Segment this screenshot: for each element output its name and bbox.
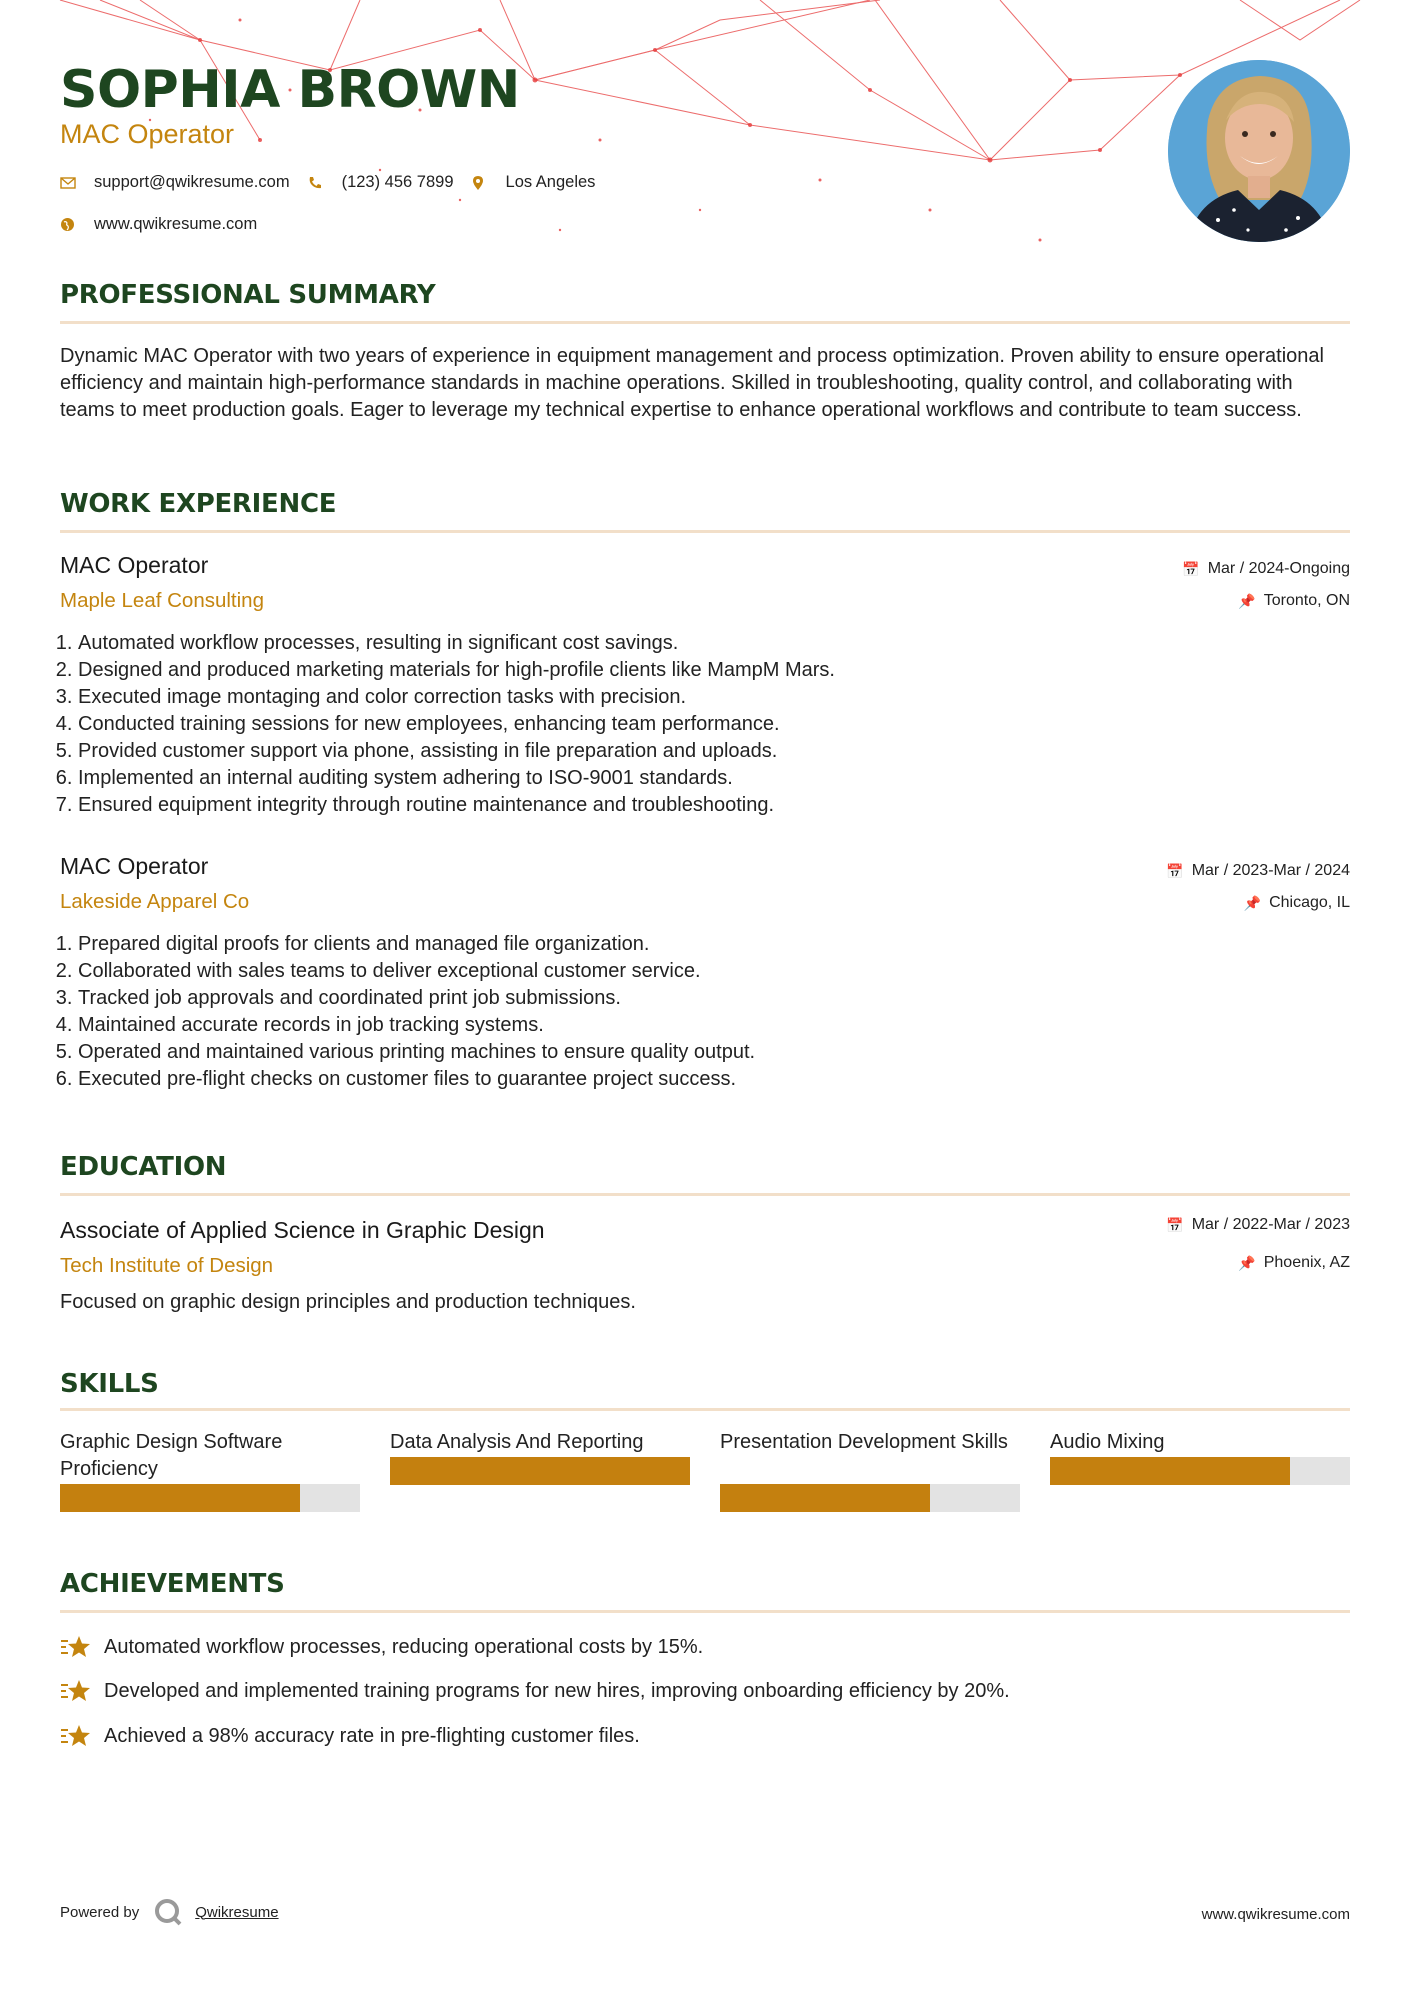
skill-name: Presentation Development Skills [720,1431,1008,1453]
achievement-item [60,1633,703,1661]
degree-title: Associate of Applied Science in Graphic Design [60,1217,545,1243]
job-location [1244,894,1350,912]
skill-level-fill [1050,1457,1290,1485]
education-location [1238,1254,1350,1272]
section-divider [60,1610,1350,1613]
job-bullet-list [55,630,835,819]
star-achievement-icon [60,1633,92,1661]
qwikresume-logo-icon [153,1897,183,1927]
map-pin-icon [472,175,492,191]
envelope-icon [60,176,80,190]
list-item: 2. Designed and produced marketing materials for high-profile clients like MampM Mars. [78,657,835,684]
list-item: 7. Ensured equipment integrity through routine maintenance and troubleshooting. [78,792,835,819]
list-item: 5. Operated and maintained various printing machines to ensure quality output. [78,1039,755,1066]
section-divider [60,1193,1350,1196]
qwikresume-link[interactable]: Qwikresume [195,1903,279,1921]
job-company: Maple Leaf Consulting [60,589,264,612]
skill-name: Data Analysis And Reporting [390,1431,644,1453]
education-location-text: Phoenix, AZ [1263,1254,1350,1271]
job-dates-text: Mar / 2023-Mar / 2024 [1191,862,1350,879]
achievement-text: Automated workflow processes, reducing operational costs by 15%. [104,1635,704,1658]
star-achievement-icon [60,1677,92,1705]
skill-item [720,1429,1020,1512]
list-item: 5. Provided customer support via phone, assisting in file preparation and uploads. [78,738,835,765]
skill-level-bar [390,1457,690,1485]
star-achievement-icon [60,1722,92,1750]
footer-powered-by [60,1897,279,1927]
list-item: 4. Conducted training sessions for new employees, enhancing team performance. [78,711,835,738]
job-bullet-list [55,931,755,1093]
powered-by-label: Powered by [60,1903,140,1921]
achievement-item [60,1677,1010,1705]
section-title-achievements: ACHIEVEMENTS [60,1569,285,1599]
education-dates [1166,1216,1350,1234]
profile-photo [1168,60,1350,242]
job-dates [1166,862,1350,880]
pushpin-icon: 📌 [1238,1254,1256,1271]
pushpin-icon: 📌 [1243,894,1262,911]
list-item: 1. Automated workflow processes, resulting in significant cost savings. [78,630,835,657]
website-link[interactable]: www.qwikresume.com [94,215,258,233]
job-dates-text: Mar / 2024-Ongoing [1207,560,1350,577]
list-item: 6. Implemented an internal auditing system adhering to ISO-9001 standards. [78,765,835,792]
contact-row-secondary [60,215,257,234]
skill-item [390,1429,690,1485]
skill-level-bar [720,1484,1020,1512]
section-title-skills: SKILLS [60,1369,159,1399]
section-divider [60,1408,1350,1411]
section-title-education: EDUCATION [60,1152,227,1182]
section-divider [60,530,1350,533]
job-location [1238,592,1350,610]
list-item: 6. Executed pre-flight checks on customer files to guarantee project success. [78,1066,755,1093]
skill-name: Audio Mixing [1050,1431,1165,1453]
phone-number[interactable]: (123) 456 7899 [341,173,454,191]
section-divider [60,321,1350,324]
calendar-icon: 📅 [1166,862,1184,879]
skill-level-fill [390,1457,690,1485]
school-name: Tech Institute of Design [60,1254,274,1277]
job-title: MAC Operator [60,552,209,578]
list-item: 4. Maintained accurate records in job tracking systems. [78,1012,755,1039]
skill-item [1050,1429,1350,1485]
achievement-text: Achieved a 98% accuracy rate in pre-flighting customer files. [104,1724,640,1747]
section-title-experience: WORK EXPERIENCE [60,489,337,519]
list-item: 1. Prepared digital proofs for clients and managed file organization. [78,931,755,958]
job-dates [1182,560,1350,578]
footer-website-link[interactable]: www.qwikresume.com [1201,1906,1350,1923]
list-item: 2. Collaborated with sales teams to deliver exceptional customer service. [78,958,755,985]
education-description: Focused on graphic design principles and production techniques. [60,1291,636,1313]
calendar-icon: 📅 [1182,560,1200,577]
phone-icon [308,176,328,190]
contact-row-primary [60,173,595,192]
skill-item [60,1429,360,1512]
job-title: MAC Operator [60,853,209,879]
job-location-text: Chicago, IL [1269,894,1350,911]
achievement-text: Developed and implemented training programs for new hires, improving onboarding efficiency by 20%. [104,1679,1010,1702]
candidate-name: SOPHIA BROWN [60,60,520,120]
section-title-summary: PROFESSIONAL SUMMARY [60,280,436,310]
email-link[interactable]: support@qwikresume.com [94,173,290,191]
skill-level-fill [720,1484,930,1512]
education-dates-text: Mar / 2022-Mar / 2023 [1191,1216,1350,1233]
calendar-icon: 📅 [1166,1216,1184,1233]
pushpin-icon: 📌 [1238,592,1256,609]
skill-level-fill [60,1484,300,1512]
candidate-role: MAC Operator [60,119,235,149]
achievement-item [60,1722,640,1750]
location-text: Los Angeles [505,173,596,191]
job-company: Lakeside Apparel Co [60,890,250,913]
globe-icon [60,217,80,232]
summary-text: Dynamic MAC Operator with two years of experience in equipment management and process optimization. Proven ability to ensure operational efficiency and maintain high-performance standards in machine operations. Skilled in troubleshooting, quality control, and collaborating with teams to meet production goals. Eager to leverage my technical expertise to enhance operational workflows and contribute to team success. [60,345,1324,421]
skill-level-bar [60,1484,360,1512]
job-location-text: Toronto, ON [1263,592,1350,609]
skill-name: Graphic Design Software Proficiency [60,1431,283,1480]
list-item: 3. Tracked job approvals and coordinated print job submissions. [78,985,755,1012]
skill-level-bar [1050,1457,1350,1485]
list-item: 3. Executed image montaging and color correction tasks with precision. [78,684,835,711]
